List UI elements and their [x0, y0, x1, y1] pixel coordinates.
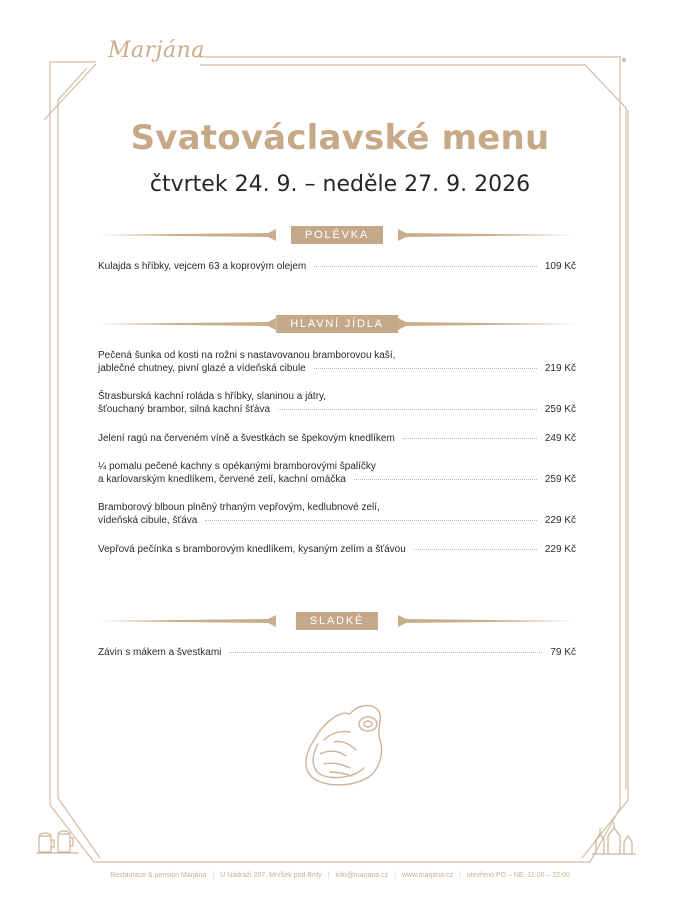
item-name: Závin s mákem a švestkami — [98, 647, 222, 658]
menu-item — [98, 646, 576, 659]
footer-separator: | — [394, 872, 396, 879]
menu-item — [98, 543, 576, 556]
menu-item — [98, 260, 576, 273]
menu-title: Svatováclavské menu — [130, 118, 550, 158]
dot-leader — [403, 438, 537, 439]
menu-item — [98, 501, 576, 527]
dot-leader — [278, 409, 537, 410]
item-name-line: Bramborový blboun plněný trhaným vepřovým, kedlubnové zelí, — [98, 502, 380, 513]
section-header-polevka — [98, 224, 576, 246]
item-name-line: vídeňská cibule, šťáva — [98, 515, 198, 526]
item-name-line: šťouchaný brambor, silná kachní šťáva — [98, 404, 271, 415]
item-name-line: ¼ pomalu pečené kachny s opékanými bramborovými špalíčky — [98, 461, 376, 472]
item-name-line: jablečné chutney, pivní glazé a vídeňská cibule — [98, 363, 306, 374]
footer-opening-hours: otevřeno PO – NE, 11:00 – 22:00 — [466, 872, 570, 879]
item-name-line: a karlovarským knedlíkem, červené zelí, kachní omáčka — [98, 474, 346, 485]
footer-email-link[interactable]: info@marjana.cz — [335, 872, 389, 879]
item-name: Jelení ragú na červeném víně a švestkách se špekovým knedlíkem — [98, 433, 395, 444]
item-name-line: Pečená šunka od kosti na rožni s nastavovanou bramborovou kaší, — [98, 350, 396, 361]
dot-leader — [314, 266, 537, 267]
item-price: 249 Kč — [544, 433, 576, 444]
footer-separator: | — [212, 872, 215, 879]
item-price: 219 Kč — [544, 363, 576, 374]
item-price: 259 Kč — [544, 404, 576, 415]
item-name: Kulajda s hříbky, vejcem 63 a koprovým olejem — [98, 261, 307, 272]
item-price: 79 Kč — [550, 647, 576, 658]
item-name-line: Štrasburská kachní roláda s hříbky, slaninou a játry, — [98, 391, 327, 402]
beer-mugs-icon — [36, 826, 78, 856]
item-price: 259 Kč — [544, 474, 576, 485]
section-label: SLADKÉ — [296, 612, 378, 630]
section-header-hlavni-jidla — [98, 313, 576, 335]
dot-leader — [314, 368, 537, 369]
item-name: Vepřová pečínka s bramborovým knedlíkem, kysaným zelím a šťávou — [98, 544, 406, 555]
dot-leader — [354, 479, 537, 480]
section-header-sladke — [98, 610, 576, 632]
section-label: POLÉVKA — [291, 226, 383, 244]
menu-item — [98, 460, 576, 486]
meat-ham-illustration — [294, 700, 394, 790]
dot-leader — [229, 652, 542, 653]
menu-item — [98, 349, 576, 375]
item-price: 229 Kč — [544, 515, 576, 526]
footer-address: U Nádraží 207, Mníšek pod Brdy — [220, 872, 322, 879]
menu-item — [98, 390, 576, 416]
footer-restaurant-name: Restaurace & pension Marjána — [110, 872, 207, 879]
footer-separator: | — [458, 872, 461, 879]
item-price: 229 Kč — [544, 544, 576, 555]
dot-leader — [205, 520, 536, 521]
footer-website-link[interactable]: www.marjana.cz — [402, 872, 453, 879]
castle-icon — [592, 822, 636, 858]
footer — [0, 872, 680, 879]
footer-separator: | — [327, 872, 330, 879]
menu-item — [98, 432, 576, 445]
menu-date-range: čtvrtek 24. 9. – neděle 27. 9. 2026 — [149, 172, 531, 197]
brand-logo: Marjána — [108, 38, 205, 63]
item-price: 109 Kč — [544, 261, 576, 272]
dot-leader — [414, 549, 537, 550]
section-label: HLAVNÍ JÍDLA — [276, 315, 398, 333]
